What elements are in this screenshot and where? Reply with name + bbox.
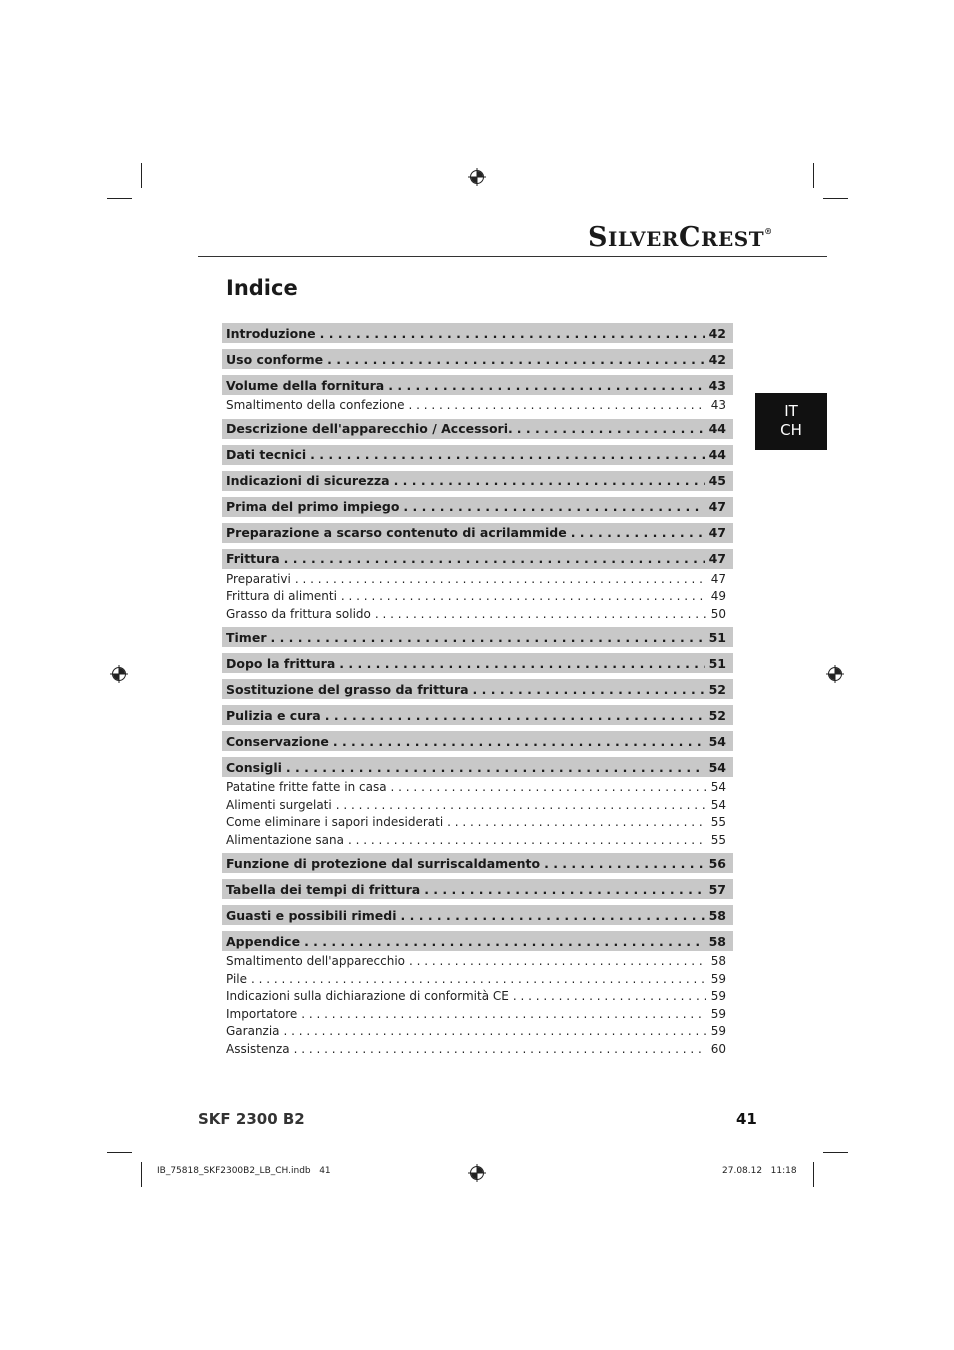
toc-page-number: 56 xyxy=(708,855,726,871)
toc-leader xyxy=(388,378,704,393)
toc-subsection[interactable] xyxy=(222,589,733,607)
registration-mark-icon xyxy=(468,168,486,186)
toc-leader xyxy=(513,989,706,1003)
model-number: SKF 2300 B2 xyxy=(198,1110,305,1128)
toc-leader xyxy=(424,882,704,897)
toc-label: Pulizia e cura xyxy=(226,707,321,723)
toc-leader xyxy=(284,1024,706,1038)
toc-page-number: 52 xyxy=(708,707,726,723)
crop-mark xyxy=(813,163,814,188)
toc-subsection[interactable] xyxy=(222,1042,733,1060)
toc-leader xyxy=(341,589,706,603)
toc-leader xyxy=(270,630,704,645)
toc-leader xyxy=(403,499,704,514)
brand-text: REST xyxy=(700,227,765,251)
brand-text: ILVER xyxy=(608,227,679,251)
toc-leader xyxy=(336,798,706,812)
toc-page-number: 50 xyxy=(710,606,726,621)
toc-section[interactable] xyxy=(222,497,733,517)
toc-page-number: 58 xyxy=(708,907,726,923)
toc-leader xyxy=(327,352,704,367)
toc-label: Prima del primo impiego xyxy=(226,499,400,514)
toc-section[interactable] xyxy=(222,879,733,899)
toc-leader xyxy=(375,607,706,621)
toc-label: Conservazione xyxy=(226,733,329,749)
toc-leader xyxy=(301,1007,706,1021)
toc-label: Indicazioni di sicurezza xyxy=(226,473,390,488)
toc-leader xyxy=(284,551,705,566)
toc-section[interactable] xyxy=(222,731,733,751)
toc-page-number: 52 xyxy=(708,681,726,697)
toc-leader xyxy=(473,682,705,697)
language-code: IT xyxy=(784,402,798,420)
toc-subsection[interactable] xyxy=(222,1024,733,1042)
toc-page-number: 59 xyxy=(710,971,726,986)
toc-leader xyxy=(339,656,704,671)
toc-leader xyxy=(544,856,705,871)
crop-mark xyxy=(141,163,142,188)
toc-section[interactable] xyxy=(222,419,733,439)
brand-letter: S xyxy=(588,222,608,253)
toc-page-number: 47 xyxy=(710,571,726,586)
toc-subsection[interactable] xyxy=(222,833,733,851)
toc-label: Garanzia xyxy=(226,1024,280,1038)
toc-page-number: 58 xyxy=(708,933,726,949)
toc-section[interactable] xyxy=(222,679,733,699)
toc-page-number: 59 xyxy=(710,989,726,1003)
toc-label: Importatore xyxy=(226,1006,298,1021)
toc-label: Come eliminare i sapori indesiderati xyxy=(226,815,444,829)
toc-subsection[interactable] xyxy=(222,815,733,833)
toc-label: Guasti e possibili rimedi xyxy=(226,907,397,923)
toc-label: Introduzione xyxy=(226,325,316,341)
country-code: CH xyxy=(780,421,802,439)
toc-label: Descrizione dell'apparecchio / Accessori. xyxy=(226,421,513,436)
toc-page-number: 45 xyxy=(708,473,726,488)
toc-page-number: 44 xyxy=(708,447,726,462)
registration-mark-icon xyxy=(468,1164,486,1182)
toc-page-number: 58 xyxy=(710,954,726,968)
toc-leader xyxy=(409,398,706,412)
language-tab xyxy=(755,393,827,450)
toc-label: Indicazioni sulla dichiarazione di conformità CE xyxy=(226,989,509,1003)
toc-section[interactable] xyxy=(222,627,733,647)
toc-label: Patatine fritte fatte in casa xyxy=(226,780,387,794)
toc-label: Alimentazione sana xyxy=(226,832,344,847)
crop-mark xyxy=(823,198,848,199)
crop-mark xyxy=(107,198,132,199)
toc-section[interactable] xyxy=(222,375,733,395)
toc-page-number: 55 xyxy=(710,832,726,847)
toc-page-number: 54 xyxy=(710,780,726,794)
toc-label: Preparazione a scarso contenuto di acrilammide xyxy=(226,525,567,540)
brand-letter: C xyxy=(678,222,701,253)
toc-leader xyxy=(325,708,705,723)
page-number: 41 xyxy=(736,1110,757,1128)
toc-leader xyxy=(447,815,706,829)
toc-label: Smaltimento della confezione xyxy=(226,398,405,412)
toc-leader xyxy=(295,572,706,586)
toc-page-number: 49 xyxy=(710,589,726,603)
toc-label: Tabella dei tempi di frittura xyxy=(226,881,421,897)
toc-leader xyxy=(320,326,705,341)
toc-leader xyxy=(251,972,706,986)
toc-label: Preparativi xyxy=(226,571,291,586)
toc-page-number: 59 xyxy=(710,1024,726,1038)
toc-section[interactable] xyxy=(222,931,733,951)
toc-subsection[interactable] xyxy=(222,798,733,816)
header-rule xyxy=(198,256,827,257)
toc-subsection[interactable] xyxy=(222,972,733,990)
toc-leader xyxy=(394,473,705,488)
registration-mark-icon xyxy=(110,665,128,683)
toc-section[interactable] xyxy=(222,853,733,873)
toc-subsection[interactable] xyxy=(222,954,733,972)
toc-label: Smaltimento dell'apparecchio xyxy=(226,954,406,968)
toc-page-number: 42 xyxy=(708,325,726,341)
toc-section[interactable] xyxy=(222,523,733,543)
toc-label: Volume della fornitura xyxy=(226,377,385,393)
toc-label: Sostituzione del grasso da frittura xyxy=(226,681,469,697)
toc-subsection[interactable] xyxy=(222,607,733,625)
brand-logo xyxy=(588,222,828,254)
toc-page-number: 51 xyxy=(708,629,726,645)
toc-leader xyxy=(294,1042,706,1056)
toc-label: Pile xyxy=(226,971,248,986)
toc-section[interactable] xyxy=(222,445,733,465)
toc-page-number: 54 xyxy=(710,797,726,812)
registered-mark: ® xyxy=(764,226,773,236)
toc-page-number: 51 xyxy=(708,655,726,671)
toc-page-number: 42 xyxy=(708,351,726,367)
toc-section[interactable] xyxy=(222,905,733,925)
toc-leader xyxy=(391,780,706,794)
toc-label: Assistenza xyxy=(226,1041,290,1056)
toc-section[interactable] xyxy=(222,323,733,343)
toc-leader xyxy=(304,934,705,949)
toc-page-number: 47 xyxy=(708,551,726,566)
table-of-contents xyxy=(222,323,733,1059)
toc-leader xyxy=(333,734,705,749)
toc-subsection[interactable] xyxy=(222,572,733,590)
page-title: Indice xyxy=(226,276,298,300)
toc-subsection[interactable] xyxy=(222,780,733,798)
crop-mark xyxy=(141,1162,142,1187)
toc-page-number: 43 xyxy=(708,377,726,393)
toc-label: Frittura xyxy=(226,551,280,566)
toc-label: Appendice xyxy=(226,933,301,949)
toc-page-number: 57 xyxy=(708,881,726,897)
toc-label: Dati tecnici xyxy=(226,447,307,462)
toc-label: Funzione di protezione dal surriscaldamento xyxy=(226,855,541,871)
toc-label: Consigli xyxy=(226,759,282,775)
toc-section[interactable] xyxy=(222,757,733,777)
crop-mark xyxy=(813,1162,814,1187)
toc-page-number: 43 xyxy=(710,398,726,412)
crop-mark xyxy=(107,1152,132,1153)
toc-leader xyxy=(409,954,706,968)
toc-section[interactable] xyxy=(222,653,733,673)
toc-subsection[interactable] xyxy=(222,989,733,1007)
toc-subsection[interactable] xyxy=(222,1007,733,1025)
toc-page-number: 54 xyxy=(708,733,726,749)
toc-section[interactable] xyxy=(222,549,733,569)
registration-mark-icon xyxy=(826,665,844,683)
toc-page-number: 60 xyxy=(710,1041,726,1056)
toc-page-number: 47 xyxy=(708,499,726,514)
toc-page-number: 55 xyxy=(710,815,726,829)
toc-leader xyxy=(310,447,704,462)
toc-leader xyxy=(348,833,706,847)
toc-page-number: 54 xyxy=(708,759,726,775)
toc-page-number: 44 xyxy=(708,421,726,436)
toc-subsection[interactable] xyxy=(222,398,733,416)
toc-label: Alimenti surgelati xyxy=(226,797,332,812)
toc-label: Timer xyxy=(226,629,267,645)
toc-section[interactable] xyxy=(222,349,733,369)
toc-section[interactable] xyxy=(222,471,733,491)
crop-mark xyxy=(823,1152,848,1153)
toc-leader xyxy=(401,908,705,923)
toc-label: Dopo la frittura xyxy=(226,655,336,671)
toc-leader xyxy=(286,760,705,775)
toc-label: Uso conforme xyxy=(226,351,324,367)
toc-page-number: 59 xyxy=(710,1006,726,1021)
toc-section[interactable] xyxy=(222,705,733,725)
toc-page-number: 47 xyxy=(708,525,726,540)
toc-leader xyxy=(517,421,705,436)
toc-label: Grasso da frittura solido xyxy=(226,606,371,621)
toc-leader xyxy=(571,525,705,540)
toc-label: Frittura di alimenti xyxy=(226,589,337,603)
print-slug-date: 27.08.12 11:18 xyxy=(722,1166,797,1176)
print-slug-file: IB_75818_SKF2300B2_LB_CH.indb 41 xyxy=(157,1166,331,1176)
